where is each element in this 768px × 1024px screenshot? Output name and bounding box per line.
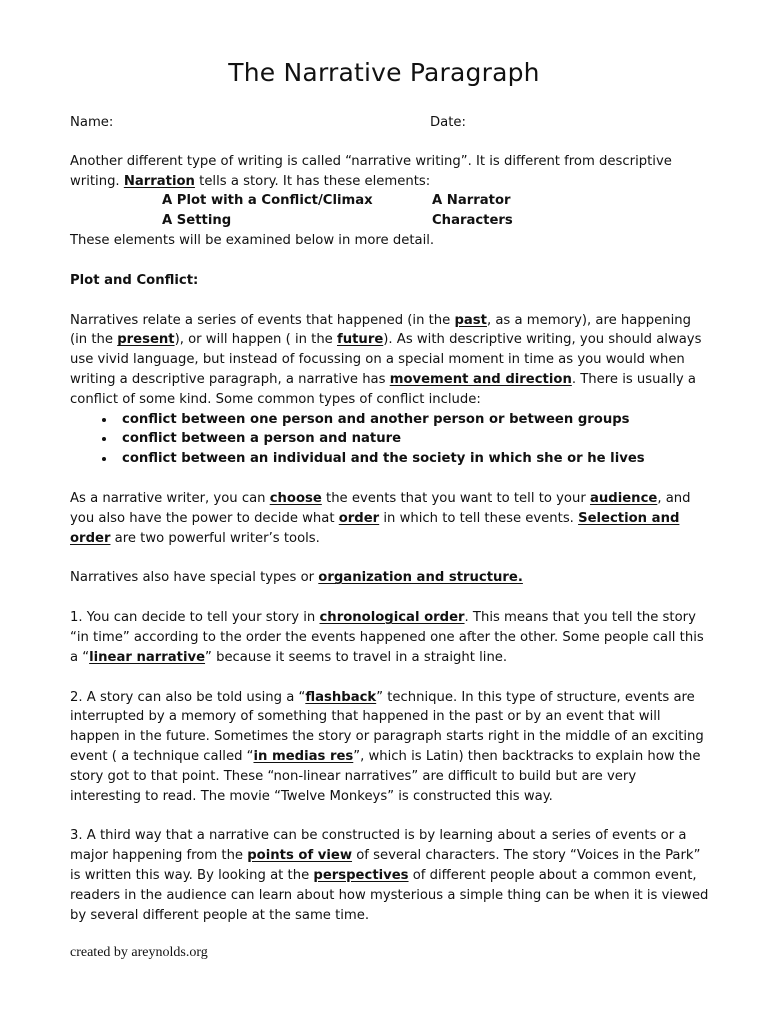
- date-label: Date:: [430, 115, 466, 130]
- p1-text-2: . This means that you tell the story “in time” according to the order the events happened one after the other. Some people call this a “: [70, 610, 704, 665]
- term-points-of-view: points of view: [247, 848, 353, 864]
- writer-text-5: are two powerful writer’s tools.: [110, 530, 320, 546]
- term-future: future: [337, 332, 384, 348]
- narr-text-4: ). As with descriptive writing, you should always use vivid language, but instead of focussing on a special moment in time as you would when writing a descriptive paragraph, a narrative has: [70, 332, 702, 387]
- term-choose: choose: [269, 490, 322, 506]
- element-narrator: A Narrator: [432, 193, 511, 209]
- term-present: present: [117, 332, 175, 348]
- point-1-paragraph: [70, 608, 710, 667]
- name-date-row: [70, 113, 710, 133]
- narr-text-3: ), or will happen ( in the: [174, 332, 337, 348]
- narr-text-1: Narratives relate a series of events that happened (in the: [70, 312, 455, 328]
- term-selection-order: Selection and order: [70, 510, 680, 546]
- intro-paragraph: [70, 152, 710, 192]
- conflict-list: [70, 410, 710, 469]
- term-audience: audience: [589, 490, 658, 506]
- list-item: • conflict between an individual and the society in which she or he lives: [116, 449, 710, 469]
- organization-paragraph: [70, 568, 710, 588]
- p2-text-2: ” technique. In this type of structure, events are interrupted by a memory of something that happened in the past or by an event that will happen in the future. Sometimes the story or paragraph starts right in the middle of an exciting event ( a technique called “: [70, 689, 704, 764]
- intro-text-2: tells a story. It has these elements:: [194, 173, 431, 189]
- term-linear-narrative: linear narrative: [89, 649, 206, 665]
- element-plot: A Plot with a Conflict/Climax: [162, 193, 373, 209]
- term-chronological: chronological order: [319, 610, 465, 626]
- credit-footer: created by areynolds.org: [70, 945, 208, 960]
- element-setting: A Setting: [162, 213, 232, 229]
- term-flashback: flashback: [305, 689, 377, 705]
- p1-text-1: 1. You can decide to tell your story in: [70, 610, 320, 626]
- element-characters: Characters: [432, 213, 513, 229]
- writer-paragraph: [70, 489, 710, 548]
- p3-text-1: 3. A third way that a narrative can be constructed is by learning about a series of events or a major happening from the: [70, 828, 687, 864]
- list-item: • conflict between one person and another person or between groups: [116, 410, 710, 430]
- intro-text-1: Another different type of writing is called “narrative writing”. It is different from descriptive writing.: [70, 153, 672, 189]
- writer-text-4: in which to tell these events.: [379, 510, 579, 526]
- p2-text-1: 2. A story can also be told using a “: [70, 689, 306, 705]
- p3-text-2: of several characters. The story “Voices in the Park” is written this way. By looking at the: [70, 848, 701, 883]
- p3-text-3: of different people about a common event, readers in the audience can learn about how mysterious a simple thing can be when it is viewed by several different people at the same time.: [70, 867, 709, 923]
- point-3-paragraph: [70, 826, 710, 925]
- term-past: past: [454, 312, 487, 328]
- writer-text-1: As a narrative writer, you can: [70, 490, 270, 506]
- narr-text-5: . There is usually a conflict of some kind. Some common types of conflict include:: [70, 371, 696, 407]
- org-text-1: Narratives also have special types or: [70, 570, 319, 586]
- document-body: [70, 113, 710, 925]
- list-item: • conflict between a person and nature: [116, 429, 710, 449]
- term-movement: movement and direction: [389, 371, 572, 387]
- name-label: Name:: [70, 115, 114, 130]
- narratives-paragraph: [70, 311, 710, 410]
- term-order: order: [338, 510, 380, 526]
- term-narration: Narration: [123, 173, 195, 189]
- point-2-paragraph: [70, 688, 710, 807]
- intro-closing: These elements will be examined below in more detail.: [70, 232, 435, 248]
- plot-heading: Plot and Conflict:: [70, 272, 199, 288]
- p1-text-3: ” because it seems to travel in a straight line.: [205, 649, 508, 665]
- elements-list: [70, 191, 710, 231]
- page-title: The Narrative Paragraph: [228, 58, 540, 87]
- p2-text-3: ”, which is Latin) then backtracks to explain how the story got to that point. These “non-linear narratives” are difficult to build but are very interesting to read. The movie “Twelve Monkeys” is constructed this way.: [70, 748, 701, 804]
- term-in-medias-res: in medias res: [253, 748, 354, 764]
- writer-text-3: , and you also have the power to decide what: [70, 490, 691, 526]
- term-perspectives: perspectives: [313, 867, 409, 883]
- writer-text-2: the events that you want to tell to your: [321, 490, 590, 506]
- narr-text-2: , as a memory), are happening (in the: [70, 312, 691, 348]
- term-organization: organization and structure.: [318, 570, 523, 586]
